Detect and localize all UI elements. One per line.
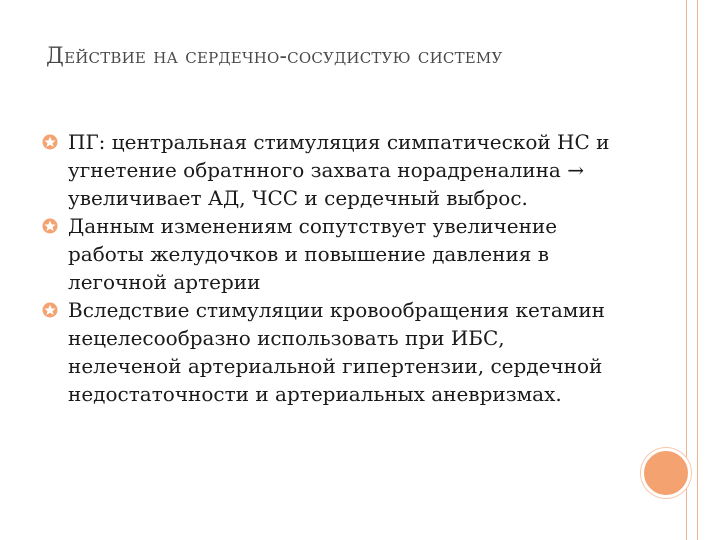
bullet-item — [42, 128, 622, 212]
bullet-item — [42, 296, 622, 408]
bullet-text: Вследствие стимуляции кровообращения кетамин нецелесообразно использовать при ИБС, нелеченой артериальной гипертензии, сердечной недостаточности и артериальных аневризмах. — [68, 298, 605, 406]
decorative-border-lines — [686, 0, 698, 540]
bullet-text: ПГ: центральная стимуляция симпатической НС и угнетение обратнного захвата норадреналина → увеличивает АД, ЧСС и сердечный выброс. — [68, 130, 610, 210]
bullet-item — [42, 212, 622, 296]
slide-title: Действие на сердечно-сосудистую систему — [46, 44, 503, 69]
decorative-circle — [641, 448, 691, 498]
star-bullet-icon — [42, 218, 58, 234]
star-bullet-icon — [42, 134, 58, 150]
star-bullet-icon — [42, 302, 58, 318]
bullet-list — [42, 128, 622, 408]
bullet-text: Данным изменениям сопутствует увеличение работы желудочков и повышение давления в легочной артерии — [68, 214, 558, 294]
